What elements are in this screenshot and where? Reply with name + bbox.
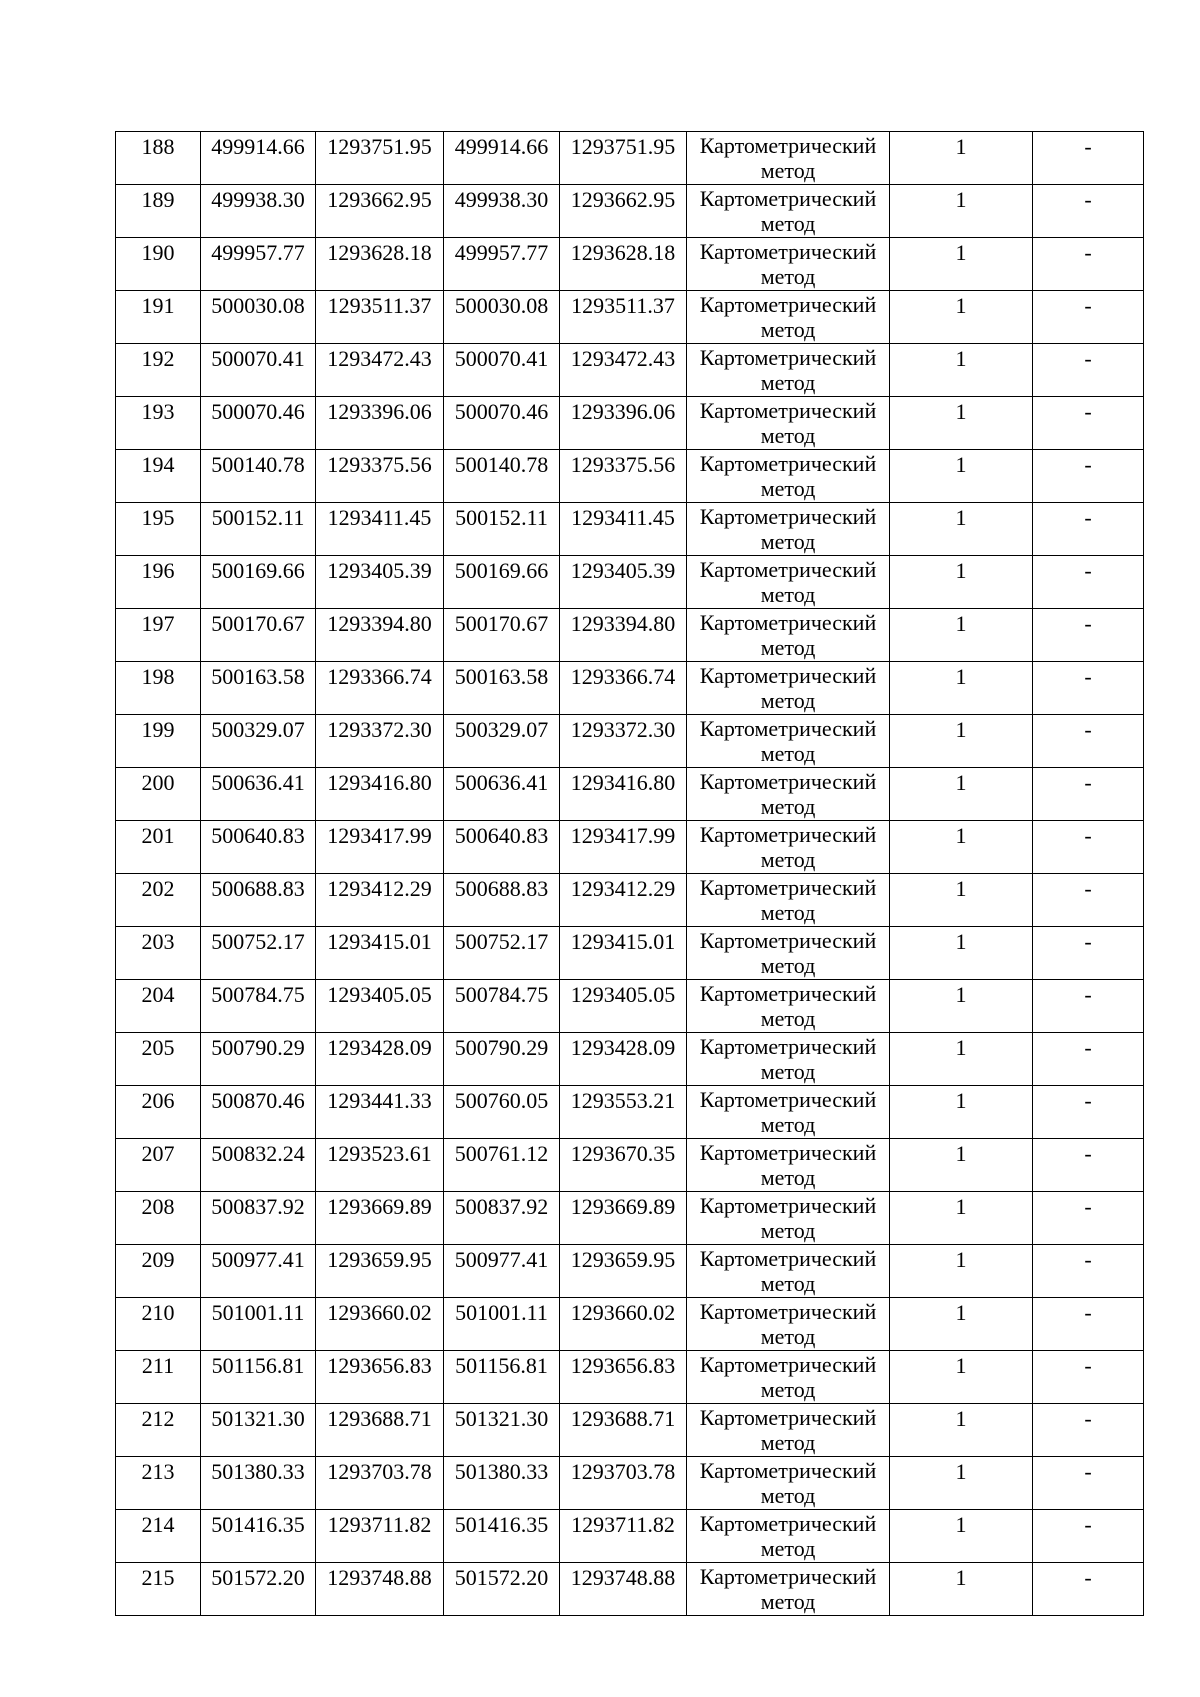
table-row — [116, 821, 1144, 874]
existing-y-cell: 1293628.18 — [316, 238, 444, 291]
existing-x-cell: 500640.83 — [201, 821, 316, 874]
existing-x-cell: 500030.08 — [201, 291, 316, 344]
new-y-cell: 1293711.82 — [560, 1510, 687, 1563]
new-y-cell: 1293511.37 — [560, 291, 687, 344]
accuracy-cell: 1 — [890, 1033, 1033, 1086]
new-x-cell: 500163.58 — [444, 662, 560, 715]
existing-y-cell: 1293412.29 — [316, 874, 444, 927]
table-row — [116, 450, 1144, 503]
method-cell: Картометрический метод — [687, 1245, 890, 1298]
note-cell: - — [1033, 1139, 1144, 1192]
new-y-cell: 1293416.80 — [560, 768, 687, 821]
new-y-cell: 1293688.71 — [560, 1404, 687, 1457]
existing-y-cell: 1293472.43 — [316, 344, 444, 397]
existing-x-cell: 501001.11 — [201, 1298, 316, 1351]
accuracy-cell: 1 — [890, 1404, 1033, 1457]
table-row — [116, 1404, 1144, 1457]
new-x-cell: 500152.11 — [444, 503, 560, 556]
note-cell: - — [1033, 1351, 1144, 1404]
new-x-cell: 500140.78 — [444, 450, 560, 503]
existing-x-cell: 500163.58 — [201, 662, 316, 715]
existing-x-cell: 500170.67 — [201, 609, 316, 662]
new-x-cell: 500784.75 — [444, 980, 560, 1033]
existing-y-cell: 1293703.78 — [316, 1457, 444, 1510]
new-y-cell: 1293417.99 — [560, 821, 687, 874]
point-number-cell: 201 — [116, 821, 201, 874]
table-row — [116, 1192, 1144, 1245]
table-row — [116, 132, 1144, 185]
new-y-cell: 1293375.56 — [560, 450, 687, 503]
new-y-cell: 1293394.80 — [560, 609, 687, 662]
accuracy-cell: 1 — [890, 768, 1033, 821]
point-number-cell: 198 — [116, 662, 201, 715]
existing-y-cell: 1293523.61 — [316, 1139, 444, 1192]
existing-x-cell: 500329.07 — [201, 715, 316, 768]
table-body — [116, 132, 1144, 1616]
accuracy-cell: 1 — [890, 556, 1033, 609]
existing-x-cell: 499957.77 — [201, 238, 316, 291]
point-number-cell: 190 — [116, 238, 201, 291]
table-row — [116, 291, 1144, 344]
note-cell: - — [1033, 1192, 1144, 1245]
note-cell: - — [1033, 609, 1144, 662]
new-x-cell: 500837.92 — [444, 1192, 560, 1245]
new-y-cell: 1293553.21 — [560, 1086, 687, 1139]
accuracy-cell: 1 — [890, 1086, 1033, 1139]
new-y-cell: 1293748.88 — [560, 1563, 687, 1616]
existing-y-cell: 1293748.88 — [316, 1563, 444, 1616]
point-number-cell: 189 — [116, 185, 201, 238]
new-x-cell: 500070.41 — [444, 344, 560, 397]
new-x-cell: 499938.30 — [444, 185, 560, 238]
table-row — [116, 609, 1144, 662]
new-x-cell: 500761.12 — [444, 1139, 560, 1192]
existing-y-cell: 1293659.95 — [316, 1245, 444, 1298]
table-row — [116, 1563, 1144, 1616]
method-cell: Картометрический метод — [687, 1563, 890, 1616]
table-row — [116, 980, 1144, 1033]
note-cell: - — [1033, 450, 1144, 503]
existing-x-cell: 500977.41 — [201, 1245, 316, 1298]
method-cell: Картометрический метод — [687, 609, 890, 662]
accuracy-cell: 1 — [890, 1192, 1033, 1245]
point-number-cell: 193 — [116, 397, 201, 450]
method-cell: Картометрический метод — [687, 1298, 890, 1351]
new-x-cell: 500329.07 — [444, 715, 560, 768]
accuracy-cell: 1 — [890, 397, 1033, 450]
new-y-cell: 1293751.95 — [560, 132, 687, 185]
table-row — [116, 1510, 1144, 1563]
note-cell: - — [1033, 503, 1144, 556]
new-y-cell: 1293372.30 — [560, 715, 687, 768]
method-cell: Картометрический метод — [687, 397, 890, 450]
method-cell: Картометрический метод — [687, 503, 890, 556]
existing-y-cell: 1293405.39 — [316, 556, 444, 609]
method-cell: Картометрический метод — [687, 450, 890, 503]
note-cell: - — [1033, 662, 1144, 715]
table-row — [116, 1139, 1144, 1192]
existing-y-cell: 1293688.71 — [316, 1404, 444, 1457]
accuracy-cell: 1 — [890, 821, 1033, 874]
accuracy-cell: 1 — [890, 1351, 1033, 1404]
point-number-cell: 208 — [116, 1192, 201, 1245]
point-number-cell: 207 — [116, 1139, 201, 1192]
note-cell: - — [1033, 344, 1144, 397]
new-x-cell: 501156.81 — [444, 1351, 560, 1404]
accuracy-cell: 1 — [890, 1457, 1033, 1510]
method-cell: Картометрический метод — [687, 1033, 890, 1086]
existing-x-cell: 501416.35 — [201, 1510, 316, 1563]
note-cell: - — [1033, 715, 1144, 768]
note-cell: - — [1033, 768, 1144, 821]
new-x-cell: 499957.77 — [444, 238, 560, 291]
accuracy-cell: 1 — [890, 344, 1033, 397]
new-x-cell: 500070.46 — [444, 397, 560, 450]
method-cell: Картометрический метод — [687, 980, 890, 1033]
method-cell: Картометрический метод — [687, 291, 890, 344]
table-row — [116, 1245, 1144, 1298]
existing-y-cell: 1293415.01 — [316, 927, 444, 980]
note-cell: - — [1033, 132, 1144, 185]
accuracy-cell: 1 — [890, 238, 1033, 291]
existing-y-cell: 1293375.56 — [316, 450, 444, 503]
note-cell: - — [1033, 1510, 1144, 1563]
existing-y-cell: 1293394.80 — [316, 609, 444, 662]
accuracy-cell: 1 — [890, 185, 1033, 238]
method-cell: Картометрический метод — [687, 1086, 890, 1139]
note-cell: - — [1033, 397, 1144, 450]
table-row — [116, 927, 1144, 980]
new-x-cell: 500790.29 — [444, 1033, 560, 1086]
existing-x-cell: 500870.46 — [201, 1086, 316, 1139]
new-y-cell: 1293405.39 — [560, 556, 687, 609]
new-x-cell: 500752.17 — [444, 927, 560, 980]
new-y-cell: 1293415.01 — [560, 927, 687, 980]
table-row — [116, 556, 1144, 609]
table-row — [116, 1033, 1144, 1086]
existing-x-cell: 500070.41 — [201, 344, 316, 397]
existing-y-cell: 1293441.33 — [316, 1086, 444, 1139]
point-number-cell: 200 — [116, 768, 201, 821]
existing-x-cell: 500837.92 — [201, 1192, 316, 1245]
method-cell: Картометрический метод — [687, 556, 890, 609]
point-number-cell: 192 — [116, 344, 201, 397]
existing-x-cell: 500784.75 — [201, 980, 316, 1033]
point-number-cell: 204 — [116, 980, 201, 1033]
new-x-cell: 500977.41 — [444, 1245, 560, 1298]
new-x-cell: 501416.35 — [444, 1510, 560, 1563]
point-number-cell: 214 — [116, 1510, 201, 1563]
new-x-cell: 500169.66 — [444, 556, 560, 609]
existing-x-cell: 499914.66 — [201, 132, 316, 185]
new-x-cell: 501572.20 — [444, 1563, 560, 1616]
new-y-cell: 1293662.95 — [560, 185, 687, 238]
new-y-cell: 1293656.83 — [560, 1351, 687, 1404]
new-y-cell: 1293659.95 — [560, 1245, 687, 1298]
new-y-cell: 1293366.74 — [560, 662, 687, 715]
point-number-cell: 213 — [116, 1457, 201, 1510]
table-row — [116, 768, 1144, 821]
note-cell: - — [1033, 1086, 1144, 1139]
accuracy-cell: 1 — [890, 1298, 1033, 1351]
existing-x-cell: 501156.81 — [201, 1351, 316, 1404]
method-cell: Картометрический метод — [687, 185, 890, 238]
existing-y-cell: 1293405.05 — [316, 980, 444, 1033]
note-cell: - — [1033, 185, 1144, 238]
accuracy-cell: 1 — [890, 927, 1033, 980]
point-number-cell: 194 — [116, 450, 201, 503]
note-cell: - — [1033, 1298, 1144, 1351]
note-cell: - — [1033, 556, 1144, 609]
point-number-cell: 215 — [116, 1563, 201, 1616]
point-number-cell: 195 — [116, 503, 201, 556]
point-number-cell: 210 — [116, 1298, 201, 1351]
existing-y-cell: 1293660.02 — [316, 1298, 444, 1351]
accuracy-cell: 1 — [890, 715, 1033, 768]
accuracy-cell: 1 — [890, 503, 1033, 556]
existing-x-cell: 500169.66 — [201, 556, 316, 609]
existing-y-cell: 1293416.80 — [316, 768, 444, 821]
method-cell: Картометрический метод — [687, 1139, 890, 1192]
method-cell: Картометрический метод — [687, 821, 890, 874]
existing-x-cell: 500152.11 — [201, 503, 316, 556]
existing-x-cell: 500790.29 — [201, 1033, 316, 1086]
accuracy-cell: 1 — [890, 132, 1033, 185]
point-number-cell: 211 — [116, 1351, 201, 1404]
accuracy-cell: 1 — [890, 1563, 1033, 1616]
method-cell: Картометрический метод — [687, 662, 890, 715]
existing-x-cell: 500752.17 — [201, 927, 316, 980]
method-cell: Картометрический метод — [687, 132, 890, 185]
existing-y-cell: 1293656.83 — [316, 1351, 444, 1404]
point-number-cell: 206 — [116, 1086, 201, 1139]
new-y-cell: 1293411.45 — [560, 503, 687, 556]
existing-x-cell: 501321.30 — [201, 1404, 316, 1457]
table-row — [116, 715, 1144, 768]
new-y-cell: 1293412.29 — [560, 874, 687, 927]
existing-y-cell: 1293417.99 — [316, 821, 444, 874]
table-row — [116, 238, 1144, 291]
note-cell: - — [1033, 1457, 1144, 1510]
new-y-cell: 1293670.35 — [560, 1139, 687, 1192]
existing-y-cell: 1293428.09 — [316, 1033, 444, 1086]
new-x-cell: 500170.67 — [444, 609, 560, 662]
existing-y-cell: 1293372.30 — [316, 715, 444, 768]
method-cell: Картометрический метод — [687, 238, 890, 291]
new-y-cell: 1293669.89 — [560, 1192, 687, 1245]
method-cell: Картометрический метод — [687, 874, 890, 927]
accuracy-cell: 1 — [890, 450, 1033, 503]
new-x-cell: 500640.83 — [444, 821, 560, 874]
new-x-cell: 499914.66 — [444, 132, 560, 185]
note-cell: - — [1033, 1404, 1144, 1457]
point-number-cell: 196 — [116, 556, 201, 609]
existing-x-cell: 500832.24 — [201, 1139, 316, 1192]
new-x-cell: 500030.08 — [444, 291, 560, 344]
accuracy-cell: 1 — [890, 662, 1033, 715]
method-cell: Картометрический метод — [687, 715, 890, 768]
existing-x-cell: 499938.30 — [201, 185, 316, 238]
point-number-cell: 203 — [116, 927, 201, 980]
table-row — [116, 503, 1144, 556]
table-row — [116, 1457, 1144, 1510]
existing-y-cell: 1293366.74 — [316, 662, 444, 715]
method-cell: Картометрический метод — [687, 1192, 890, 1245]
accuracy-cell: 1 — [890, 1510, 1033, 1563]
point-number-cell: 209 — [116, 1245, 201, 1298]
existing-x-cell: 500688.83 — [201, 874, 316, 927]
table-row — [116, 874, 1144, 927]
table-row — [116, 1298, 1144, 1351]
existing-y-cell: 1293662.95 — [316, 185, 444, 238]
existing-x-cell: 500636.41 — [201, 768, 316, 821]
accuracy-cell: 1 — [890, 1139, 1033, 1192]
coordinates-table — [115, 131, 1144, 1616]
point-number-cell: 199 — [116, 715, 201, 768]
point-number-cell: 205 — [116, 1033, 201, 1086]
note-cell: - — [1033, 980, 1144, 1033]
accuracy-cell: 1 — [890, 874, 1033, 927]
new-x-cell: 500760.05 — [444, 1086, 560, 1139]
method-cell: Картометрический метод — [687, 344, 890, 397]
accuracy-cell: 1 — [890, 291, 1033, 344]
method-cell: Картометрический метод — [687, 1351, 890, 1404]
new-y-cell: 1293472.43 — [560, 344, 687, 397]
new-y-cell: 1293405.05 — [560, 980, 687, 1033]
method-cell: Картометрический метод — [687, 1404, 890, 1457]
table-row — [116, 662, 1144, 715]
existing-x-cell: 500070.46 — [201, 397, 316, 450]
note-cell: - — [1033, 1245, 1144, 1298]
existing-y-cell: 1293411.45 — [316, 503, 444, 556]
method-cell: Картометрический метод — [687, 1510, 890, 1563]
method-cell: Картометрический метод — [687, 927, 890, 980]
existing-x-cell: 501572.20 — [201, 1563, 316, 1616]
new-x-cell: 501321.30 — [444, 1404, 560, 1457]
new-y-cell: 1293396.06 — [560, 397, 687, 450]
point-number-cell: 188 — [116, 132, 201, 185]
new-y-cell: 1293660.02 — [560, 1298, 687, 1351]
existing-y-cell: 1293511.37 — [316, 291, 444, 344]
note-cell: - — [1033, 1563, 1144, 1616]
method-cell: Картометрический метод — [687, 1457, 890, 1510]
new-x-cell: 500636.41 — [444, 768, 560, 821]
note-cell: - — [1033, 238, 1144, 291]
note-cell: - — [1033, 927, 1144, 980]
table-row — [116, 1351, 1144, 1404]
point-number-cell: 197 — [116, 609, 201, 662]
accuracy-cell: 1 — [890, 1245, 1033, 1298]
point-number-cell: 191 — [116, 291, 201, 344]
existing-x-cell: 500140.78 — [201, 450, 316, 503]
point-number-cell: 202 — [116, 874, 201, 927]
point-number-cell: 212 — [116, 1404, 201, 1457]
note-cell: - — [1033, 291, 1144, 344]
new-y-cell: 1293703.78 — [560, 1457, 687, 1510]
table-row — [116, 397, 1144, 450]
existing-x-cell: 501380.33 — [201, 1457, 316, 1510]
existing-y-cell: 1293711.82 — [316, 1510, 444, 1563]
accuracy-cell: 1 — [890, 980, 1033, 1033]
table-row — [116, 185, 1144, 238]
new-y-cell: 1293428.09 — [560, 1033, 687, 1086]
table-row — [116, 344, 1144, 397]
note-cell: - — [1033, 821, 1144, 874]
new-y-cell: 1293628.18 — [560, 238, 687, 291]
method-cell: Картометрический метод — [687, 768, 890, 821]
existing-y-cell: 1293751.95 — [316, 132, 444, 185]
note-cell: - — [1033, 1033, 1144, 1086]
existing-y-cell: 1293669.89 — [316, 1192, 444, 1245]
new-x-cell: 500688.83 — [444, 874, 560, 927]
new-x-cell: 501001.11 — [444, 1298, 560, 1351]
accuracy-cell: 1 — [890, 609, 1033, 662]
existing-y-cell: 1293396.06 — [316, 397, 444, 450]
new-x-cell: 501380.33 — [444, 1457, 560, 1510]
table-row — [116, 1086, 1144, 1139]
note-cell: - — [1033, 874, 1144, 927]
